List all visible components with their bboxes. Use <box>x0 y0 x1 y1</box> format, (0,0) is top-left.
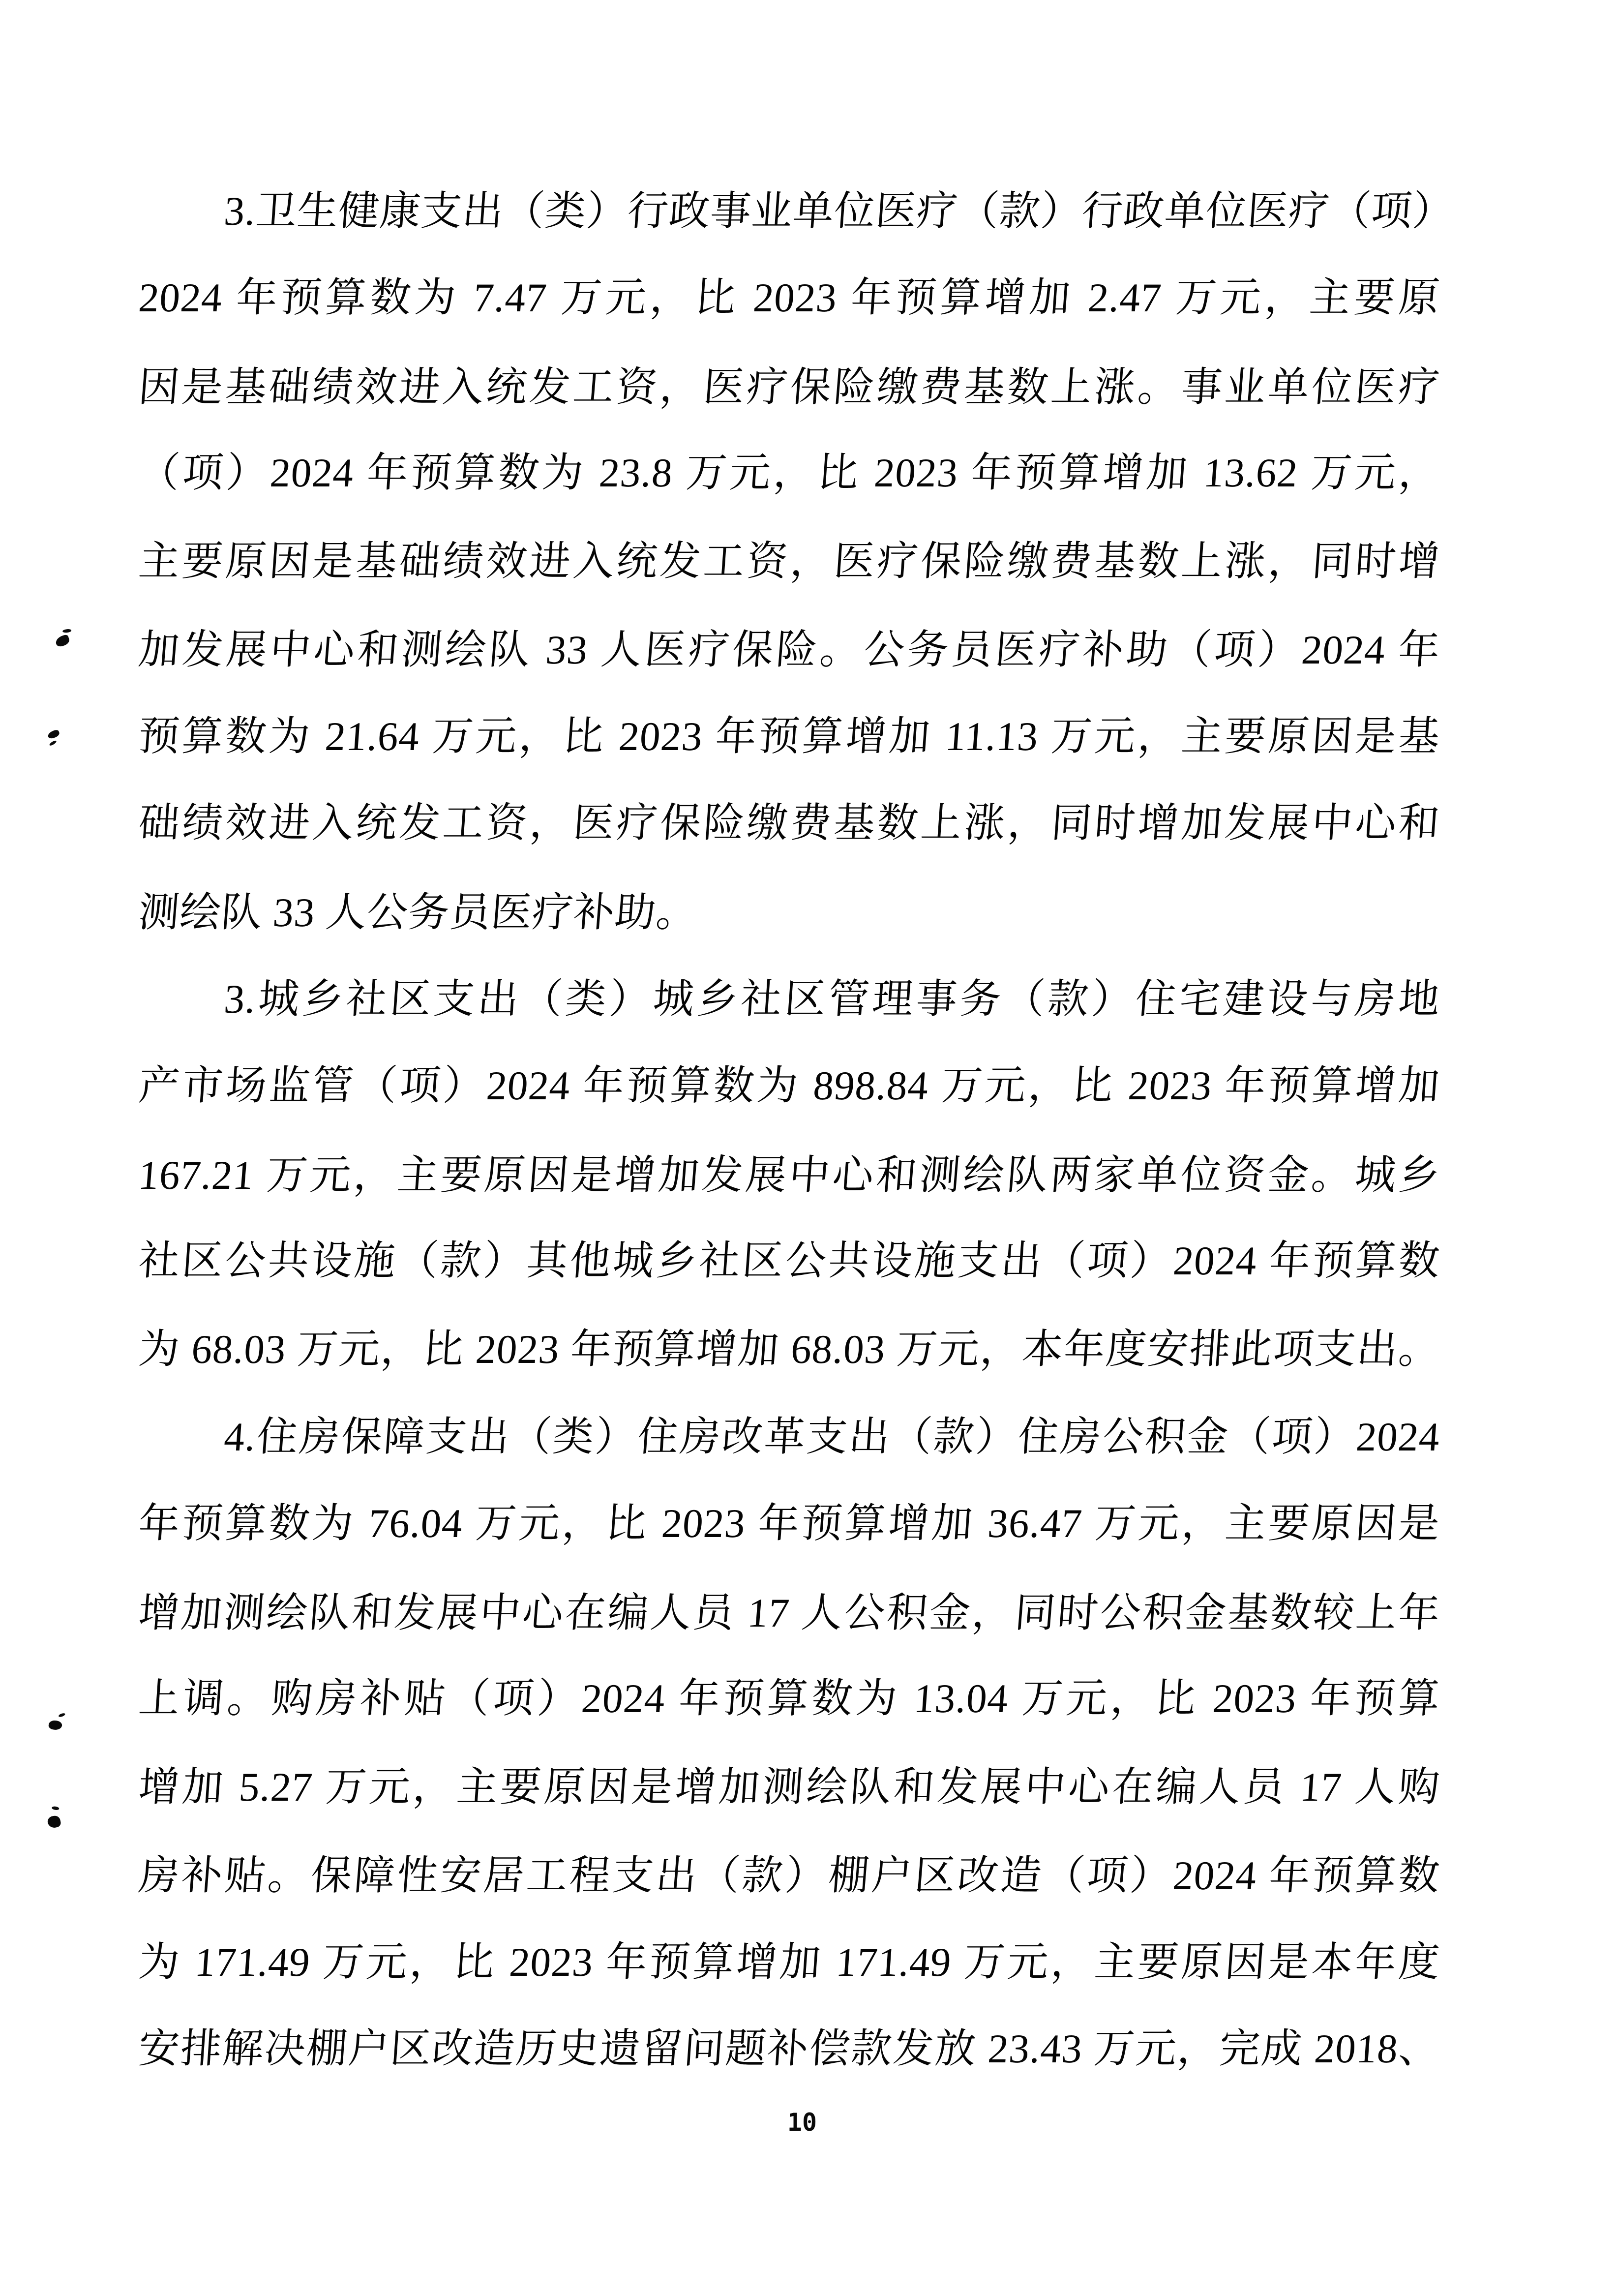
text-line: 加发展中心和测绘队 33 人医疗保险。公务员医疗补助（项）2024 年 <box>137 627 1442 672</box>
scan-speckle <box>48 1720 63 1731</box>
text-line: 增加 5.27 万元，主要原因是增加测绘队和发展中心在编人员 17 人购 <box>137 1764 1442 1810</box>
text-line: 为 171.49 万元，比 2023 年预算增加 171.49 万元，主要原因是本年度 <box>137 1939 1442 1985</box>
text-line: 社区公共设施（款）其他城乡社区公共设施支出（项）2024 年预算数 <box>137 1238 1442 1283</box>
text-line: 础绩效进入统发工资，医疗保险缴费基数上涨，同时增加发展中心和 <box>137 800 1442 846</box>
text-line: 预算数为 21.64 万元，比 2023 年预算增加 11.13 万元，主要原因是基 <box>137 714 1442 759</box>
text-line: 3.卫生健康支出（类）行政事业单位医疗（款）行政单位医疗（项） <box>222 188 1456 234</box>
scan-speckle <box>47 729 60 740</box>
text-line: 房补贴。保障性安居工程支出（款）棚户区改造（项）2024 年预算数 <box>137 1853 1442 1898</box>
text-line: 主要原因是基础绩效进入统发工资，医疗保险缴费基数上涨，同时增 <box>137 539 1442 584</box>
text-line: 4.住房保障支出（类）住房改革支出（款）住房公积金（项）2024 <box>222 1414 1442 1459</box>
paragraph-community-expenditure <box>139 955 1440 1393</box>
text-line: 为 68.03 万元，比 2023 年预算增加 68.03 万元，本年度安排此项支出。 <box>137 1327 1442 1372</box>
text-line: 年预算数为 76.04 万元，比 2023 年预算增加 36.47 万元，主要原因是 <box>137 1501 1442 1546</box>
text-line: 增加测绘队和发展中心在编人员 17 人公积金，同时公积金基数较上年 <box>137 1590 1442 1635</box>
text-line: （项）2024 年预算数为 23.8 万元，比 2023 年预算增加 13.62 万元， <box>137 450 1442 495</box>
text-line: 测绘队 33 人公务员医疗补助。 <box>137 890 699 935</box>
text-line: 因是基础绩效进入统发工资，医疗保险缴费基数上涨。事业单位医疗 <box>137 364 1442 410</box>
text-line: 安排解决棚户区改造历史遗留问题补偿款发放 23.43 万元，完成 2018、 <box>137 2026 1442 2071</box>
text-line: 产市场监管（项）2024 年预算数为 898.84 万元，比 2023 年预算增加 <box>137 1063 1442 1108</box>
page-number: 10 <box>787 2108 817 2137</box>
text-line: 上调。购房补贴（项）2024 年预算数为 13.04 万元，比 2023 年预算 <box>137 1676 1442 1721</box>
paragraph-housing-expenditure <box>139 1393 1440 2093</box>
text-line: 2024 年预算数为 7.47 万元，比 2023 年预算增加 2.47 万元，主要原 <box>137 275 1442 320</box>
scan-speckle <box>55 634 71 648</box>
scan-speckle <box>47 1815 61 1829</box>
text-line: 3.城乡社区支出（类）城乡社区管理事务（款）住宅建设与房地 <box>222 976 1442 1022</box>
paragraph-health-expenditure <box>137 167 1456 955</box>
document-body <box>137 167 1456 2093</box>
text-line: 167.21 万元，主要原因是增加发展中心和测绘队两家单位资金。城乡 <box>137 1152 1442 1198</box>
